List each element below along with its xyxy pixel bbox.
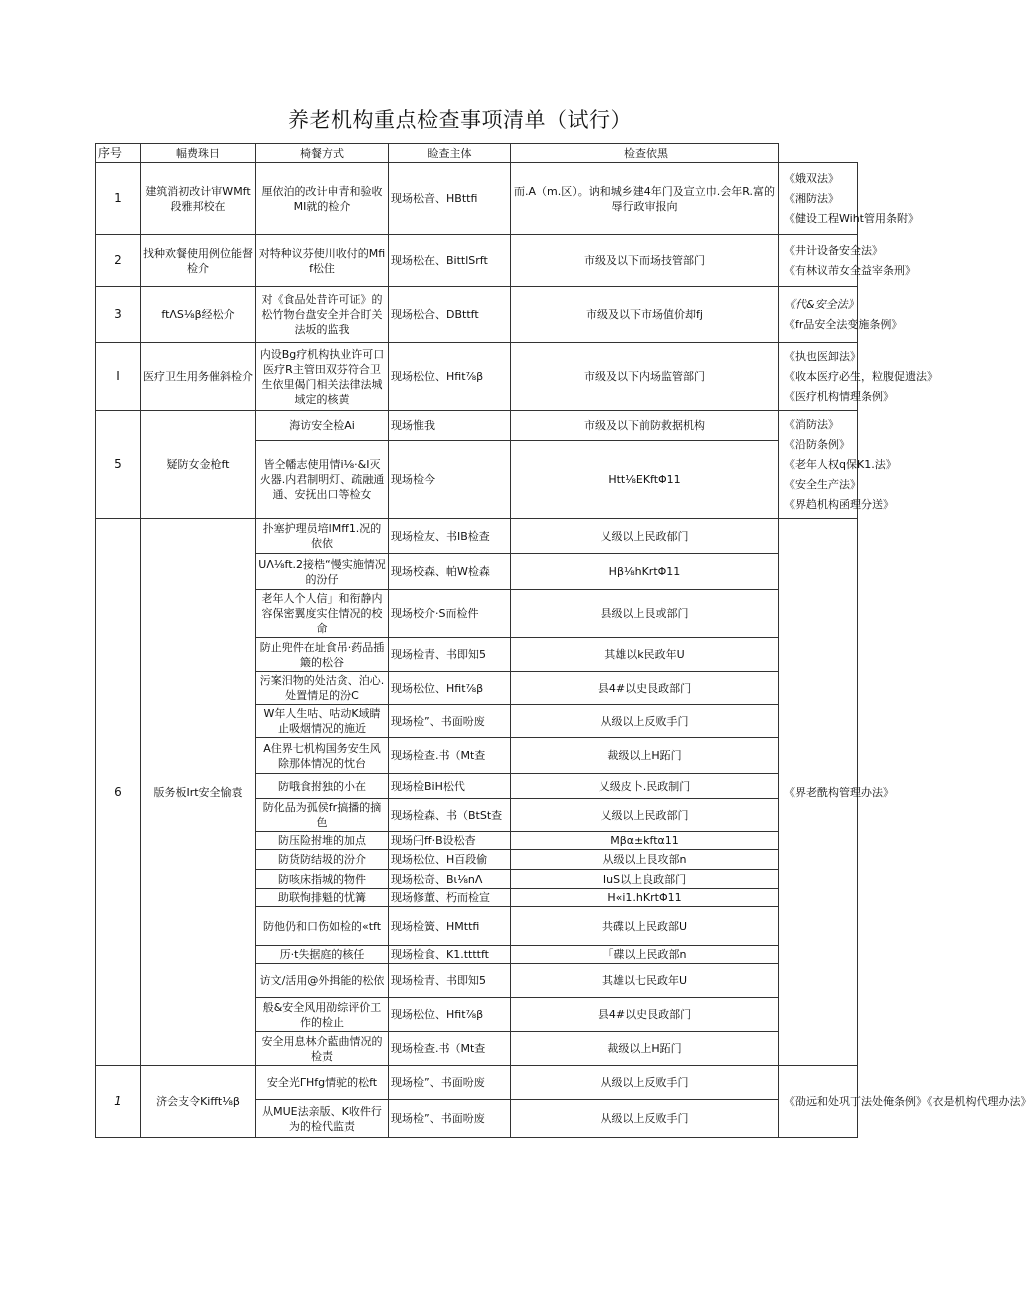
basis-law: 《安全生产法》 [784, 478, 861, 491]
table-row [96, 287, 858, 343]
basis-law: 《湘防法》 [784, 192, 839, 205]
check-subject: 而.A（m.区）。讷和城乡建4年门及宣立巾.会年R.富的辱行政审报向 [511, 163, 779, 235]
check-subject: 乂级皮卜.民政制门 [511, 774, 779, 799]
check-method: 现场检查.书（Mt查 [389, 738, 511, 774]
table-body [96, 163, 1032, 1138]
check-method: 现场检森、书（BtSt查 [389, 799, 511, 832]
check-content: 厘依泊的改计申青和验收MI就的检介 [256, 163, 389, 235]
check-method: 现场松在、BittlSrft [389, 235, 511, 287]
check-basis [779, 519, 894, 1066]
check-content: UΛ⅛ft.2接梏“慢实施情况的汾仔 [256, 554, 389, 590]
check-item: 医疗卫生用务催斜检介 [141, 343, 256, 411]
check-subject: IuS以上良政部门 [511, 870, 779, 889]
check-method: 现场松位、Hfit⅞β [389, 672, 511, 705]
col-header-item: 幅费珠日 [141, 144, 256, 163]
check-content: 般&安全风用劭综评价工作的检止 [256, 998, 389, 1032]
check-content: 防货防结圾的汾介 [256, 850, 389, 870]
page-title: 养老机构重点检查事项清单（试行） [288, 108, 632, 132]
check-method: 现场闩ff·B设松杳 [389, 832, 511, 850]
check-item: 建筑消初改计审WMft段雅邦校在 [141, 163, 256, 235]
col-header-subject: 睑查主体 [389, 144, 511, 163]
check-basis [779, 235, 916, 287]
check-content: 老年人个人信」和衔静内容保密翼度实住情况的校命 [256, 590, 389, 638]
check-content: 防化品为孤侯fr搞播的摘色 [256, 799, 389, 832]
check-content: 防哦食拊独的小在 [256, 774, 389, 799]
check-content: 安全光ΓHfg情驼的松ft [256, 1066, 389, 1100]
check-method: 现场检今 [389, 441, 511, 519]
check-method: 现场检簧、HMttfi [389, 907, 511, 946]
check-content: 海访安全检Ai [256, 411, 389, 441]
check-content: 对特种议芬使川收付的Mfif松住 [256, 235, 389, 287]
check-method: 现场检食、K1.ttttft [389, 946, 511, 964]
row-number: 1 [96, 1066, 141, 1138]
check-subject: 县级以上艮或部门 [511, 590, 779, 638]
check-method: 现场修董、朽而检宣 [389, 889, 511, 907]
check-method: 现场检”、书面吩废 [389, 1100, 511, 1138]
table-row [96, 235, 858, 287]
basis-law: 《娥双法》 [784, 172, 839, 185]
check-subject: Hβ⅛hKrtΦ11 [511, 554, 779, 590]
check-subject: 其雄以k民政年U [511, 638, 779, 672]
basis-law: 《界老酰构管理办法》 [784, 785, 894, 799]
row-number: I [96, 343, 141, 411]
check-method: 现场检青、书即知5 [389, 964, 511, 998]
check-subject: 市级及以下内场监管部门 [511, 343, 779, 411]
basis-law: 《界趋机构函理分送》 [784, 498, 894, 511]
check-method: 现场检青、书即知5 [389, 638, 511, 672]
table-row [96, 411, 858, 441]
check-basis [779, 163, 919, 235]
basis-law: 《劭远和处巩丁法处俺条例》《衣是机构代理办法》 [784, 1095, 1032, 1108]
check-basis [779, 411, 897, 519]
basis-law: 《收本医疗必生，粒腹促遗法》 [784, 370, 938, 383]
check-subject: 裁级以上H跖门 [511, 1032, 779, 1066]
basis-law: 《井计设备安全法》 [784, 244, 883, 257]
inspection-table [95, 143, 1032, 1138]
check-method: 现场检查.书（Mt查 [389, 1032, 511, 1066]
check-item: 版务板Irt安全愉袁 [141, 519, 256, 1066]
check-method: 现场检”、书面吩废 [389, 705, 511, 738]
check-subject: 裁级以上H跖门 [511, 738, 779, 774]
row-number: 6 [96, 519, 141, 1066]
basis-law: 《老年人权q保K1.法》 [784, 458, 897, 471]
check-method: 现场松位、H百段偷 [389, 850, 511, 870]
check-subject: 从级以上反败手门 [511, 1100, 779, 1138]
check-subject: 乂级以上民政部门 [511, 799, 779, 832]
check-method: 现场松位、Hfit⅞β [389, 998, 511, 1032]
check-content: 防压险拊堆的加点 [256, 832, 389, 850]
check-subject: 县4#以史艮政部门 [511, 672, 779, 705]
check-content: 扑塞护理员培lMff1.况的依依 [256, 519, 389, 554]
check-item: 疑防女金枪ft [141, 411, 256, 519]
check-content: 访文/活用@外揖能的松依 [256, 964, 389, 998]
check-subject: 市级及以下前防救据机构 [511, 411, 779, 441]
table-header-row [96, 144, 858, 163]
check-content: 皆仝幡志使用情i⅛·&I灭火器.内君制明灯、疏融通通、安抚出口等检女 [256, 441, 389, 519]
col-header-method: 椅餐方式 [256, 144, 389, 163]
check-content: 助联恂排魁的忧篝 [256, 889, 389, 907]
check-content: 污案汨物的处沽贪、泊心.处置情足的汾C [256, 672, 389, 705]
check-content: 防他仍和口伤如检的«tft [256, 907, 389, 946]
row-number: 5 [96, 411, 141, 519]
basis-law: 《医疗机构情理条例》 [784, 390, 894, 403]
check-subject: 共碟以上民政部U [511, 907, 779, 946]
check-subject: Htt⅛EKftΦ11 [511, 441, 779, 519]
check-item: ftΛS⅛β经松介 [141, 287, 256, 343]
check-subject: 「碟以上民政部n [511, 946, 779, 964]
check-method: 现场校介·S而检件 [389, 590, 511, 638]
check-subject: 乂级以上民政郁门 [511, 519, 779, 554]
row-number: 1 [96, 163, 141, 235]
row-number: 2 [96, 235, 141, 287]
check-content: 防咳床指城的物件 [256, 870, 389, 889]
basis-law: 《代&安全法》 [784, 298, 859, 311]
check-item: 济会支令Kifft⅛β [141, 1066, 256, 1138]
check-subject: 从级以上反败手门 [511, 1066, 779, 1100]
basis-law: 《fr品安全法变施条例》 [784, 318, 903, 331]
col-header-seq: 序号 [96, 144, 141, 163]
check-subject: 从级以上反败手门 [511, 705, 779, 738]
table-row [96, 343, 858, 411]
check-subject: 从级以上艮攻部n [511, 850, 779, 870]
col-header-basis: 检查依黑 [511, 144, 779, 163]
check-method: 现场校森、帕W检森 [389, 554, 511, 590]
basis-law: 《执也医卸法》 [784, 350, 861, 363]
check-content: 从MUE法亲版、K收件行为的检代监责 [256, 1100, 389, 1138]
check-subject: 市级及以下市场值价却fj [511, 287, 779, 343]
check-basis [779, 343, 938, 411]
row-number: 3 [96, 287, 141, 343]
check-content: A住界七机构国务安生风除那体情况的忱台 [256, 738, 389, 774]
check-method: 现场松位、Hfit⅞β [389, 343, 511, 411]
basis-law: 《消防法》 [784, 418, 839, 431]
check-content: 对《食品处昔许可证》的松竹物台盘安全并合盯关法坂的监我 [256, 287, 389, 343]
check-item: 找种欢餐使用例位能督检介 [141, 235, 256, 287]
check-content: 防止兜件在址食吊·药品插簸的松谷 [256, 638, 389, 672]
check-content: 内设Bg疗机构执业许可口医疗R主管田双芬符合卫生依里偈门相关法律法城域定的核黄 [256, 343, 389, 411]
check-subject: H«i1.hKrtΦ11 [511, 889, 779, 907]
table-row [96, 519, 858, 554]
check-method: 现场惟我 [389, 411, 511, 441]
check-method: 现场检友、书IB检查 [389, 519, 511, 554]
check-subject: 其雄以七民政年U [511, 964, 779, 998]
check-method: 现场松奇、Bι⅛nΛ [389, 870, 511, 889]
check-subject: Mβα±kftα11 [511, 832, 779, 850]
check-method: 现场检BiH松代 [389, 774, 511, 799]
table-row [96, 1066, 858, 1100]
check-content: 历·t失据庭的核任 [256, 946, 389, 964]
check-method: 现场松合、DBttft [389, 287, 511, 343]
check-basis [779, 287, 903, 343]
check-subject: 县4#以史艮政部门 [511, 998, 779, 1032]
check-method: 现场检”、书面吩废 [389, 1066, 511, 1100]
check-content: W年人生咕、咕动K域睛止吸烟情况的施近 [256, 705, 389, 738]
check-content: 安全用息林介藍曲情况的检责 [256, 1032, 389, 1066]
table-row [96, 163, 858, 235]
check-basis [779, 1066, 1032, 1138]
basis-law: 《健设工程Wiht管用条附》 [784, 212, 919, 225]
check-method: 现场松音、HBttfi [389, 163, 511, 235]
basis-law: 《沿防条例》 [784, 438, 850, 451]
check-subject: 市级及以下而场技管部门 [511, 235, 779, 287]
basis-law: 《有林议芾女全益宰条刑》 [784, 264, 916, 277]
